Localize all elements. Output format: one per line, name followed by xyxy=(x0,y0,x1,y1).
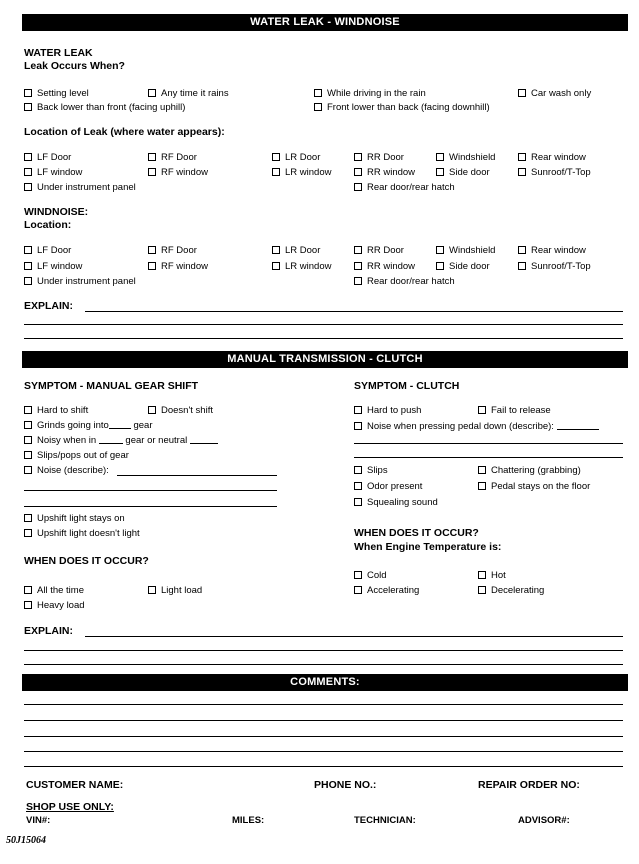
checkbox-leak-rr-door[interactable] xyxy=(354,152,404,163)
checkbox-chattering[interactable] xyxy=(478,465,581,476)
repair-order-label: REPAIR ORDER NO: xyxy=(478,779,580,791)
checkbox-label: LR Door xyxy=(285,152,321,163)
checkbox-label: Grinds going into xyxy=(37,420,109,431)
checkbox-label: Slips/pops out of gear xyxy=(37,450,129,461)
checkbox-wind-rr-door[interactable] xyxy=(354,245,404,256)
checkbox-leak-rf-window[interactable] xyxy=(148,167,208,178)
checkbox-box xyxy=(354,183,362,191)
checkbox-fail-to-release[interactable] xyxy=(478,405,551,416)
checkbox-front-lower[interactable] xyxy=(314,102,490,113)
checkbox-box xyxy=(24,89,32,97)
checkbox-label-suffix: gear xyxy=(133,420,153,431)
checkbox-box xyxy=(24,406,32,414)
clutch-title: SYMPTOM - CLUTCH xyxy=(354,380,460,392)
checkbox-wind-rf-door[interactable] xyxy=(148,245,197,256)
explain-label: EXPLAIN: xyxy=(24,625,74,637)
checkbox-leak-windshield[interactable] xyxy=(436,152,495,163)
checkbox-box xyxy=(24,514,32,522)
comment-line[interactable] xyxy=(24,766,623,767)
checkbox-leak-rf-door[interactable] xyxy=(148,152,197,163)
checkbox-squealing[interactable] xyxy=(354,497,438,508)
checkbox-any-time-rains[interactable] xyxy=(148,88,229,99)
checkbox-upshift-stays-on[interactable] xyxy=(24,513,125,524)
checkbox-box xyxy=(478,466,486,474)
checkbox-label: Car wash only xyxy=(531,88,592,99)
checkbox-slips-pops[interactable] xyxy=(24,450,129,461)
checkbox-label: While driving in the rain xyxy=(327,88,426,99)
checkbox-light-load[interactable] xyxy=(148,585,202,596)
checkbox-label: Any time it rains xyxy=(161,88,229,99)
checkbox-label: Fail to release xyxy=(491,405,551,416)
checkbox-label: Accelerating xyxy=(367,585,420,596)
section-header-manual-transmission: MANUAL TRANSMISSION - CLUTCH xyxy=(22,351,628,368)
checkbox-label: RF Door xyxy=(161,245,197,256)
noise-describe-line[interactable] xyxy=(24,506,277,507)
checkbox-label: Decelerating xyxy=(491,585,545,596)
checkbox-box xyxy=(354,246,362,254)
checkbox-box xyxy=(148,168,156,176)
checkbox-leak-lr-window[interactable] xyxy=(272,167,331,178)
explain-line[interactable] xyxy=(24,324,623,325)
noise-describe-line[interactable] xyxy=(117,475,277,476)
checkbox-label: Back lower than front (facing uphill) xyxy=(37,102,186,113)
checkbox-box xyxy=(354,422,362,430)
checkbox-label: Noisy when in xyxy=(37,435,97,446)
checkbox-label: LF Door xyxy=(37,245,72,256)
checkbox-leak-lf-window[interactable] xyxy=(24,167,82,178)
checkbox-box xyxy=(518,89,526,97)
vin-label: VIN#: xyxy=(26,815,51,826)
checkbox-label: RR Door xyxy=(367,245,404,256)
checkbox-box xyxy=(354,262,362,270)
checkbox-label: RR window xyxy=(367,261,416,272)
technician-label: TECHNICIAN: xyxy=(354,815,416,826)
checkbox-box xyxy=(354,466,362,474)
checkbox-label: Upshift light stays on xyxy=(37,513,125,524)
miles-label: MILES: xyxy=(232,815,265,826)
checkbox-box xyxy=(24,586,32,594)
checkbox-wind-lr-window[interactable] xyxy=(272,261,331,272)
checkbox-label: Under instrument panel xyxy=(37,182,136,193)
checkbox-box xyxy=(24,153,32,161)
checkbox-label: Squealing sound xyxy=(367,497,438,508)
checkbox-label: Doesn't shift xyxy=(161,405,213,416)
checkbox-label: Rear door/rear hatch xyxy=(367,182,455,193)
checkbox-label: Odor present xyxy=(367,481,423,492)
checkbox-label-suffix: gear or neutral xyxy=(125,435,188,446)
checkbox-box xyxy=(354,482,362,490)
explain-line[interactable] xyxy=(24,338,623,339)
gear-shift-title: SYMPTOM - MANUAL GEAR SHIFT xyxy=(24,380,199,392)
checkbox-label: Light load xyxy=(161,585,203,596)
pedal-noise-line[interactable] xyxy=(354,457,623,458)
checkbox-label: Slips xyxy=(367,465,388,476)
checkbox-box xyxy=(24,421,32,429)
checkbox-box xyxy=(478,586,486,594)
checkbox-box xyxy=(24,277,32,285)
checkbox-box xyxy=(478,406,486,414)
comment-line[interactable] xyxy=(24,704,623,705)
explain-line[interactable] xyxy=(24,664,623,665)
checkbox-noise-pressing-pedal[interactable] xyxy=(354,421,599,432)
checkbox-box xyxy=(354,168,362,176)
checkbox-label: LF window xyxy=(37,167,83,178)
checkbox-leak-sunroof[interactable] xyxy=(518,167,591,178)
checkbox-label: Windshield xyxy=(449,152,496,163)
figure-code: 50J15064 xyxy=(6,835,46,846)
checkbox-box xyxy=(272,153,280,161)
checkbox-wind-lr-door[interactable] xyxy=(272,245,320,256)
checkbox-doesnt-shift[interactable] xyxy=(148,405,213,416)
checkbox-leak-under-panel[interactable] xyxy=(24,182,136,193)
checkbox-box xyxy=(518,262,526,270)
checkbox-setting-level[interactable] xyxy=(24,88,89,99)
checkbox-wind-side-door[interactable] xyxy=(436,261,490,272)
checkbox-box xyxy=(272,246,280,254)
checkbox-box xyxy=(354,498,362,506)
checkbox-leak-lf-door[interactable] xyxy=(24,152,71,163)
explain-label: EXPLAIN: xyxy=(24,300,74,312)
pedal-noise-blank[interactable] xyxy=(557,429,599,430)
checkbox-label: Sunroof/T-Top xyxy=(531,167,591,178)
checkbox-label: Setting level xyxy=(37,88,89,99)
checkbox-all-the-time[interactable] xyxy=(24,585,84,596)
checkbox-label: Front lower than back (facing downhill) xyxy=(327,102,490,113)
checkbox-box xyxy=(24,451,32,459)
checkbox-label: RF window xyxy=(161,167,208,178)
checkbox-box xyxy=(148,246,156,254)
explain-line[interactable] xyxy=(85,636,623,637)
checkbox-label: Noise (describe): xyxy=(37,465,109,476)
checkbox-label: Rear window xyxy=(531,245,586,256)
checkbox-leak-rr-window[interactable] xyxy=(354,167,415,178)
checkbox-label: RF Door xyxy=(161,152,197,163)
checkbox-label: RR window xyxy=(367,167,416,178)
checkbox-box xyxy=(148,153,156,161)
checkbox-heavy-load[interactable] xyxy=(24,600,85,611)
checkbox-box xyxy=(24,168,32,176)
customer-name-label: CUSTOMER NAME: xyxy=(26,779,124,791)
checkbox-noisy-when-in[interactable] xyxy=(24,435,218,446)
comment-line[interactable] xyxy=(24,720,623,721)
checkbox-box xyxy=(354,586,362,594)
checkbox-box xyxy=(436,262,444,270)
section-header-water-leak-windnoise: WATER LEAK - WINDNOISE xyxy=(22,14,628,31)
checkbox-label: Side door xyxy=(449,261,490,272)
checkbox-label: Side door xyxy=(449,167,490,178)
noisy-neutral-blank[interactable] xyxy=(190,443,218,444)
checkbox-grinds[interactable] xyxy=(24,420,152,431)
checkbox-box xyxy=(24,466,32,474)
checkbox-box xyxy=(272,262,280,270)
checkbox-box xyxy=(436,246,444,254)
checkbox-cold[interactable] xyxy=(354,570,387,581)
checkbox-label: LF window xyxy=(37,261,83,272)
checkbox-wind-rear-hatch[interactable] xyxy=(354,276,455,287)
leak-location-title: Location of Leak (where water appears): xyxy=(24,126,225,138)
checkbox-box xyxy=(24,246,32,254)
checkbox-leak-rear-window[interactable] xyxy=(518,152,586,163)
checkbox-label: Under instrument panel xyxy=(37,276,136,287)
checkbox-label: LF Door xyxy=(37,152,72,163)
checkbox-upshift-doesnt-light[interactable] xyxy=(24,528,140,539)
checkbox-box xyxy=(148,262,156,270)
checkbox-leak-lr-door[interactable] xyxy=(272,152,320,163)
checkbox-box xyxy=(436,153,444,161)
water-leak-title: WATER LEAK xyxy=(24,47,93,59)
checkbox-box xyxy=(314,103,322,111)
checkbox-box xyxy=(24,529,32,537)
clutch-when-title: WHEN DOES IT OCCUR? xyxy=(354,527,479,539)
checkbox-leak-rear-hatch[interactable] xyxy=(354,182,455,193)
checkbox-wind-windshield[interactable] xyxy=(436,245,495,256)
checkbox-box xyxy=(354,153,362,161)
checkbox-label: Rear window xyxy=(531,152,586,163)
checkbox-label: Heavy load xyxy=(37,600,85,611)
clutch-when-subtitle: When Engine Temperature is: xyxy=(354,541,502,553)
explain-line[interactable] xyxy=(85,311,623,312)
checkbox-box xyxy=(518,168,526,176)
checkbox-back-lower[interactable] xyxy=(24,102,185,113)
checkbox-noise-describe[interactable] xyxy=(24,465,109,476)
checkbox-box xyxy=(148,89,156,97)
advisor-label: ADVISOR#: xyxy=(518,815,570,826)
checkbox-box xyxy=(148,586,156,594)
checkbox-box xyxy=(518,246,526,254)
pedal-noise-line[interactable] xyxy=(354,443,623,444)
checkbox-box xyxy=(24,103,32,111)
gear-when-title: WHEN DOES IT OCCUR? xyxy=(24,555,149,567)
checkbox-hard-to-shift[interactable] xyxy=(24,405,88,416)
checkbox-box xyxy=(518,153,526,161)
checkbox-label: Sunroof/T-Top xyxy=(531,261,591,272)
checkbox-label: Upshift light doesn't light xyxy=(37,528,140,539)
checkbox-label: Chattering (grabbing) xyxy=(491,465,581,476)
checkbox-box xyxy=(436,168,444,176)
checkbox-box xyxy=(148,406,156,414)
checkbox-odor-present[interactable] xyxy=(354,481,422,492)
checkbox-accelerating[interactable] xyxy=(354,585,419,596)
shop-use-only-label: SHOP USE ONLY: xyxy=(26,801,114,813)
checkbox-box xyxy=(24,601,32,609)
checkbox-label: RR Door xyxy=(367,152,404,163)
phone-label: PHONE NO.: xyxy=(314,779,377,791)
checkbox-label: Hot xyxy=(491,570,506,581)
checkbox-label: Windshield xyxy=(449,245,496,256)
leak-occurs-subtitle: Leak Occurs When? xyxy=(24,60,125,72)
checkbox-wind-rf-window[interactable] xyxy=(148,261,208,272)
checkbox-box xyxy=(478,571,486,579)
checkbox-box xyxy=(24,262,32,270)
checkbox-box xyxy=(272,168,280,176)
checkbox-driving-rain[interactable] xyxy=(314,88,426,99)
checkbox-wind-sunroof[interactable] xyxy=(518,261,591,272)
checkbox-box xyxy=(354,406,362,414)
checkbox-box xyxy=(314,89,322,97)
checkbox-label: LR window xyxy=(285,167,332,178)
checkbox-label: Cold xyxy=(367,570,387,581)
checkbox-label: LR Door xyxy=(285,245,321,256)
checkbox-label: Hard to shift xyxy=(37,405,89,416)
checkbox-leak-side-door[interactable] xyxy=(436,167,490,178)
checkbox-box xyxy=(24,436,32,444)
checkbox-label: All the time xyxy=(37,585,84,596)
checkbox-label: Pedal stays on the floor xyxy=(491,481,591,492)
noisy-gear-blank[interactable] xyxy=(99,443,123,444)
windnoise-location-subtitle: Location: xyxy=(24,219,72,231)
checkbox-wind-lf-window[interactable] xyxy=(24,261,82,272)
windnoise-title: WINDNOISE: xyxy=(24,206,89,218)
checkbox-wind-lf-door[interactable] xyxy=(24,245,71,256)
checkbox-label: RF window xyxy=(161,261,208,272)
checkbox-label: Rear door/rear hatch xyxy=(367,276,455,287)
checkbox-decelerating[interactable] xyxy=(478,585,544,596)
checkbox-clutch-slips[interactable] xyxy=(354,465,388,476)
checkbox-label: Noise when pressing pedal down (describe): xyxy=(367,421,554,432)
comment-line[interactable] xyxy=(24,736,623,737)
checkbox-wind-rr-window[interactable] xyxy=(354,261,415,272)
noise-describe-line[interactable] xyxy=(24,490,277,491)
checkbox-wind-under-panel[interactable] xyxy=(24,276,136,287)
checkbox-box xyxy=(478,482,486,490)
grinds-gear-blank[interactable] xyxy=(109,428,131,429)
section-header-comments: COMMENTS: xyxy=(22,674,628,691)
checkbox-hot[interactable] xyxy=(478,570,506,581)
checkbox-box xyxy=(354,571,362,579)
comment-line[interactable] xyxy=(24,751,623,752)
checkbox-label: LR window xyxy=(285,261,332,272)
checkbox-box xyxy=(354,277,362,285)
explain-line[interactable] xyxy=(24,650,623,651)
checkbox-label: Hard to push xyxy=(367,405,422,416)
checkbox-wind-rear-window[interactable] xyxy=(518,245,586,256)
checkbox-car-wash[interactable] xyxy=(518,88,591,99)
checkbox-hard-to-push[interactable] xyxy=(354,405,421,416)
checkbox-box xyxy=(24,183,32,191)
checkbox-pedal-stays-floor[interactable] xyxy=(478,481,590,492)
